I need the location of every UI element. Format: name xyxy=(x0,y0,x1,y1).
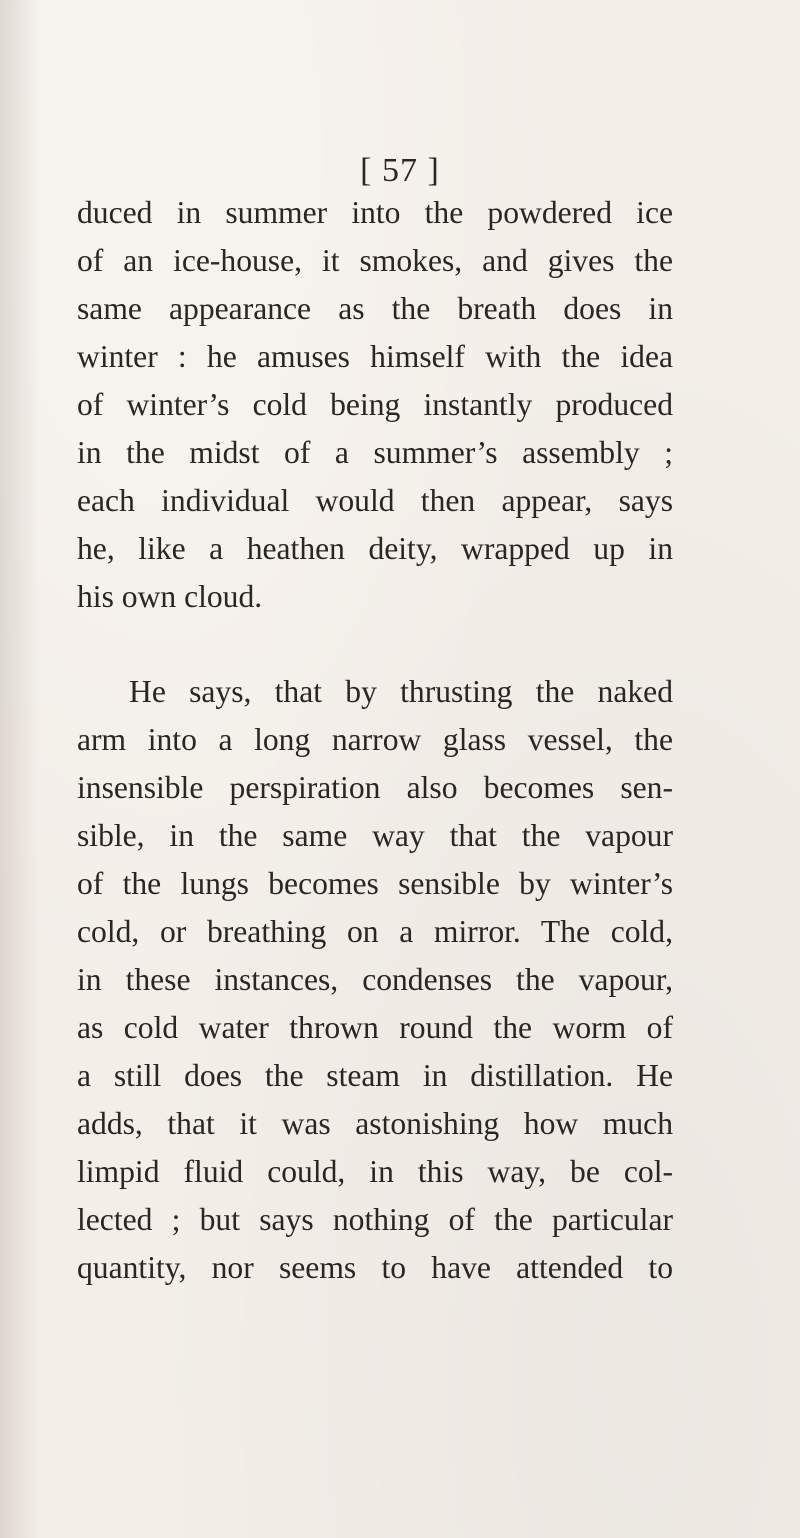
text-line: of the lungs becomes sensible by winter’s xyxy=(77,866,673,901)
text-line: adds, that it was astonishing how much xyxy=(77,1106,673,1141)
paragraph-1 xyxy=(77,189,673,621)
text-line: in these instances, condenses the vapour, xyxy=(77,962,673,997)
text-line: in the midst of a summer’s assembly ; xyxy=(77,435,673,470)
text-line: winter : he amuses himself with the idea xyxy=(77,339,673,374)
text-line: each individual would then appear, says xyxy=(77,483,673,518)
page-number: [ 57 ] xyxy=(360,152,440,189)
text-line: as cold water thrown round the worm of xyxy=(77,1010,673,1045)
text-line: his own cloud. xyxy=(77,579,263,614)
text-line: lected ; but says nothing of the particular xyxy=(77,1202,673,1237)
text-line: a still does the steam in distillation. He xyxy=(77,1058,673,1093)
text-line: He says, that by thrusting the naked xyxy=(129,674,673,709)
text-line: duced in summer into the powdered ice xyxy=(77,195,673,230)
text-line: he, like a heathen deity, wrapped up in xyxy=(77,531,673,566)
text-line: arm into a long narrow glass vessel, the xyxy=(77,722,673,757)
text-line: of winter’s cold being instantly produced xyxy=(77,387,673,422)
text-line: of an ice-house, it smokes, and gives the xyxy=(77,243,673,278)
text-line: insensible perspiration also becomes sen- xyxy=(77,770,673,805)
text-line: quantity, nor seems to have attended to xyxy=(77,1250,673,1285)
text-line: same appearance as the breath does in xyxy=(77,291,673,326)
text-line: sible, in the same way that the vapour xyxy=(77,818,673,853)
page-gutter-shadow xyxy=(0,0,40,1538)
text-line: limpid fluid could, in this way, be col- xyxy=(77,1154,673,1189)
paragraph-2 xyxy=(77,668,673,1292)
text-line: cold, or breathing on a mirror. The cold, xyxy=(77,914,673,949)
